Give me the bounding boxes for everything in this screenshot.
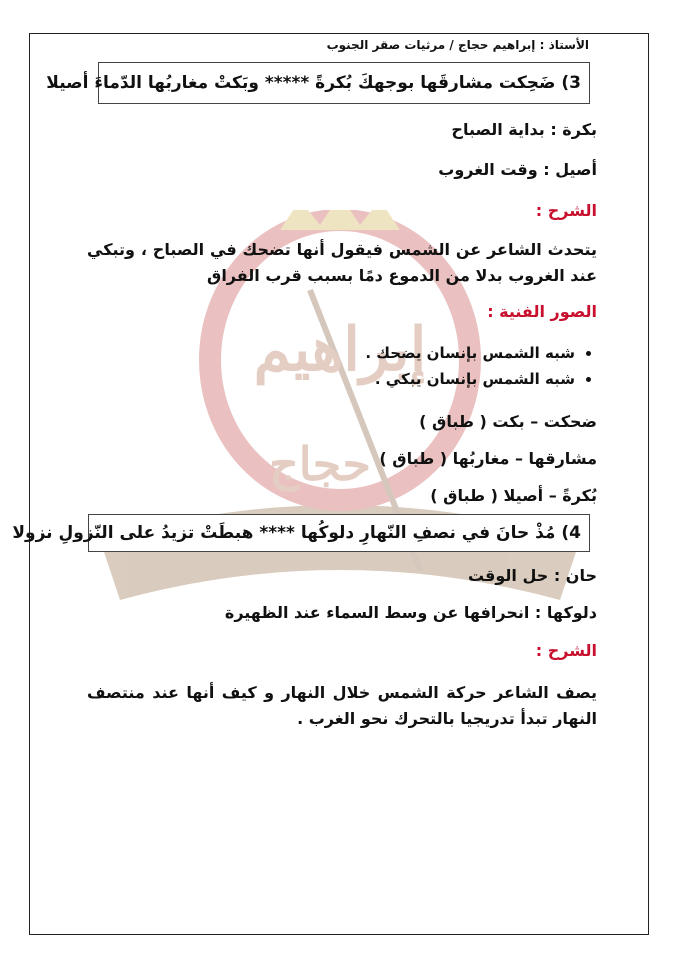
watermark-name-top: إبراهيم	[253, 315, 427, 385]
gloss-bukra: بكرة : بداية الصباح	[451, 120, 597, 139]
tibaq-3: بُكرةً – أصيلا ( طباق )	[430, 486, 597, 505]
gloss-haan: حان : حل الوقت	[467, 566, 597, 585]
sharh-title-3: الشرح :	[535, 201, 597, 220]
images-title: الصور الفنية :	[487, 302, 597, 321]
tibaq-2: مشارقها – مغاربُها ( طباق )	[379, 449, 597, 468]
page-header: الأستاذ : إبراهيم حجاج / مرثيات صقر الجنوب	[326, 38, 589, 52]
gloss-aseel: أصيل : وقت الغروب	[438, 160, 597, 179]
sharh-title-4: الشرح :	[535, 641, 597, 660]
verse-3-text: 3) ضَحِكت مشارقَها بوجهكَ بُكرةً ***** وبَكتْ مغاربُها الدّماءَ أصيلا	[46, 73, 581, 93]
tibaq-1: ضحكت – بكت ( طباق )	[419, 412, 597, 431]
gloss-dulook: دلوكها : انحرافها عن وسط السماء عند الظهيرة	[224, 603, 597, 622]
sharh-text-3: يتحدث الشاعر عن الشمس فيقول أنها تضحك في الصباح ، وتبكي عند الغروب بدلا من الدموع دمًا بسبب قرب الفراق	[87, 240, 597, 285]
list-item: • شبه الشمس بإنسان يضحك .	[365, 340, 575, 366]
images-list	[365, 340, 597, 392]
list-item: • شبه الشمس بإنسان يبكي .	[365, 366, 575, 392]
sharh-text-4: يصف الشاعر حركة الشمس خلال النهار و كيف أنها عند منتصف النهار تبدأ تدريجيا بالتحرك نحو الغرب .	[87, 683, 597, 728]
watermark-name-bottom: حجاج	[269, 437, 371, 491]
verse-4-text: 4) مُذْ حانَ في نصفِ النّهارِ دلوكُها **** هبطَتْ تزيدُ على النّزولِ نزولا	[12, 523, 581, 543]
verse-4-box	[12, 514, 590, 552]
verse-3-box	[46, 62, 590, 104]
